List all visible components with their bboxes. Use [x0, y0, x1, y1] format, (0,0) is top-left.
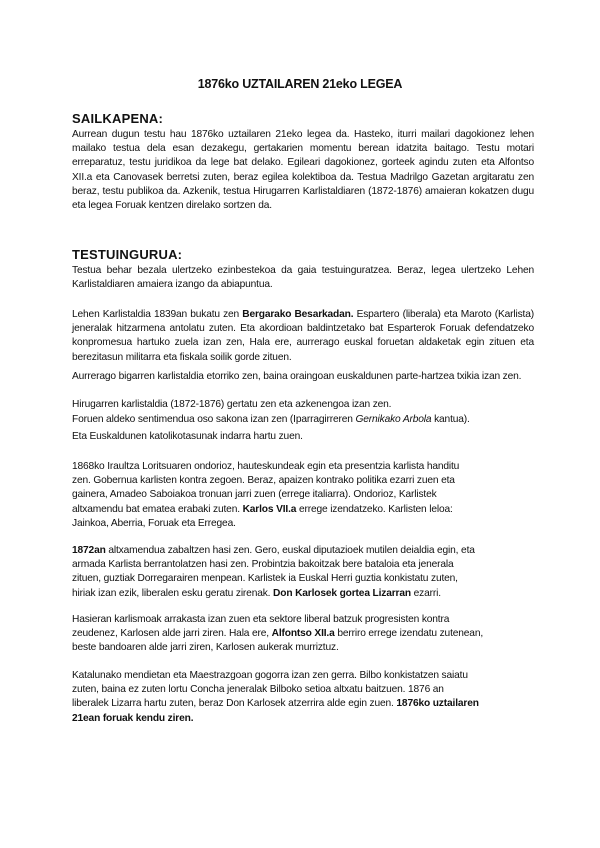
text-run: errege izendatzeko. Karlisten leloa:	[296, 503, 453, 515]
paragraph-gerraren-amaiera	[72, 669, 534, 726]
text-line: beste bandoaren alde jarri ziren, Karlosen aukerak murriztuz.	[72, 642, 339, 654]
text-line: Katalunako mendietan eta Maestrazgoan gogorra izan zen gerra. Bilbo konkistatzen saiatu	[72, 670, 468, 681]
paragraph-katolikotasuna: Eta Euskaldunen katolikotasunak indarra hartu zuen.	[72, 431, 303, 442]
text-line	[72, 503, 534, 517]
text-run: Foruen aldeko sentimendua oso sakona izan zen (Iparragirreren	[72, 414, 356, 425]
section-heading-sailkapena: SAILKAPENA:	[72, 111, 164, 126]
text-line	[72, 544, 534, 558]
section-heading-testuingurua: TESTUINGURUA:	[72, 247, 183, 262]
text-run: ezarri.	[410, 587, 441, 599]
paragraph-foruen-sentimendua	[72, 413, 534, 427]
text-line: Jainkoa, Aberria, Foruak eta Erregea.	[72, 517, 236, 529]
paragraph-lehen-karlistaldia	[72, 308, 534, 365]
text-line: armada Karlista berrantolatzen hasi zen. Probintzia bakoitzak bere bataloia eta jenerala	[72, 559, 454, 571]
text-run: hiriak izan ezik, liberalen esku geratu zirenak.	[72, 587, 274, 599]
text-run: liberalek Lizarra hartu zuten, beraz Don Karlosek atzerrira alde egin zuen.	[72, 698, 397, 710]
text-line: zuten, baina ez zuten lortu Concha jeneralak Bilboko setioa altxatu baitzuen. 1876 an	[72, 684, 444, 696]
bold-text-don-karlos-gortea: Don Karlosek gortea Lizarran	[273, 587, 411, 599]
text-line	[72, 712, 534, 726]
text-run: altxamendua zabaltzen hasi zen. Gero, euskal diputazioek mutilen deialdia egin, eta	[105, 545, 475, 556]
text-run: zeudenez, Karlosen alde jarri ziren. Hala ere,	[72, 628, 272, 640]
text-run: Espartero (liberala) eta Maroto (Karlista) jeneralak hitzarmena antolatu zuten. Eta akordioan baldintzetako bat Esparterok Foruak defendatzeko konpromesua hartuko zuela izan zen, Hala ere, aurrerago euskal foruetan aldaketak egin zituen eta berezitasun militarra eta fiskala soilik gorde zituen.	[72, 309, 534, 363]
text-run: altxamendu bat ematea erabaki zuten.	[72, 503, 243, 515]
italic-text-gernikako-arbola: Gernikako Arbola	[355, 414, 432, 425]
paragraph-sailkapena: Aurrean dugun testu hau 1876ko uztailaren 21eko legea da. Hasteko, iturri mailari dagokionez lehen mailako testua dela esan dezakegu, gertakarien momentu berean idatzita baitago. Testu motari erreparatuz, testu juridikoa da lege bat delako. Egileari dagokionez, gorteek agindu zuten eta Alfontso XII.a eta Canovasek berretsi zuten, beraz egilea kolektiboa da. Testua Madrilgo Gazetan argitaratu zen beraz, testu publikoa da. Azkenik, testua Hirugarren Karlistaldiaren (1872-1876) amaieran kokatzen dugu eta legea Foruak kentzen direlako sortzen da.	[72, 129, 534, 212]
document-title: 1876ko UZTAILAREN 21eko LEGEA	[197, 77, 403, 91]
text-line	[72, 587, 534, 601]
text-line: zituen, guztiak Dorregarairen menpean. Karlistek ia Euskal Herri guztia konkistatu zuten,	[72, 573, 458, 585]
paragraph-karlismoaren-arrakasta	[72, 613, 534, 656]
paragraph-1872-altxamendua	[72, 544, 534, 601]
text-line: gainera, Amadeo Saboiakoa tronuan jarri zuen (errege italiarra). Ondorioz, Karlistek	[72, 489, 437, 501]
paragraph-hirugarren-karlistaldia: Hirugarren karlistaldia (1872-1876) gertatu zen eta azkenengoa izan zen.	[72, 399, 392, 410]
bold-text-1876ko-uztailaren: 1876ko uztailaren	[396, 698, 479, 710]
bold-text-foruak-kendu: 21ean foruak kendu ziren.	[72, 712, 194, 724]
paragraph-1868-iraultza	[72, 460, 534, 531]
bold-text-1872an: 1872an	[72, 545, 106, 556]
text-line: 1868ko Iraultza Loritsuaren ondorioz, hauteskundeak egin eta presentzia karlista handitu	[72, 461, 460, 472]
text-line	[72, 627, 534, 641]
bold-text-bergara: Bergarako Besarkadan.	[242, 309, 354, 320]
paragraph-bigarren-karlistaldia: Aurrerago bigarren karlistaldia etorriko zen, baina oraingoan euskaldunen parte-hartzea txikia izan zen.	[72, 371, 522, 382]
text-run: berriro errege izendatu zutenean,	[334, 628, 484, 640]
bold-text-karlos-vii: Karlos VII.a	[242, 503, 297, 515]
text-line: Hasieran karlismoak arrakasta izan zuen eta sektore liberal batzuk progresisten kontra	[72, 614, 450, 625]
text-run: Lehen Karlistaldia 1839an bukatu zen	[72, 309, 243, 320]
text-line: zen. Gobernua karlisten kontra zegoen. Beraz, apaizen kontrako politika ezarri zuen eta	[72, 475, 455, 487]
text-run: kantua).	[431, 414, 470, 425]
bold-text-alfontso-xii: Alfontso XII.a	[271, 628, 335, 640]
text-line	[72, 697, 534, 711]
paragraph-intro: Testua behar bezala ulertzeko ezinbestekoa da gaia testuinguratzea. Beraz, legea ulertzeko Lehen Karlistaldiaren amaiera izango da abiapuntua.	[72, 265, 534, 291]
